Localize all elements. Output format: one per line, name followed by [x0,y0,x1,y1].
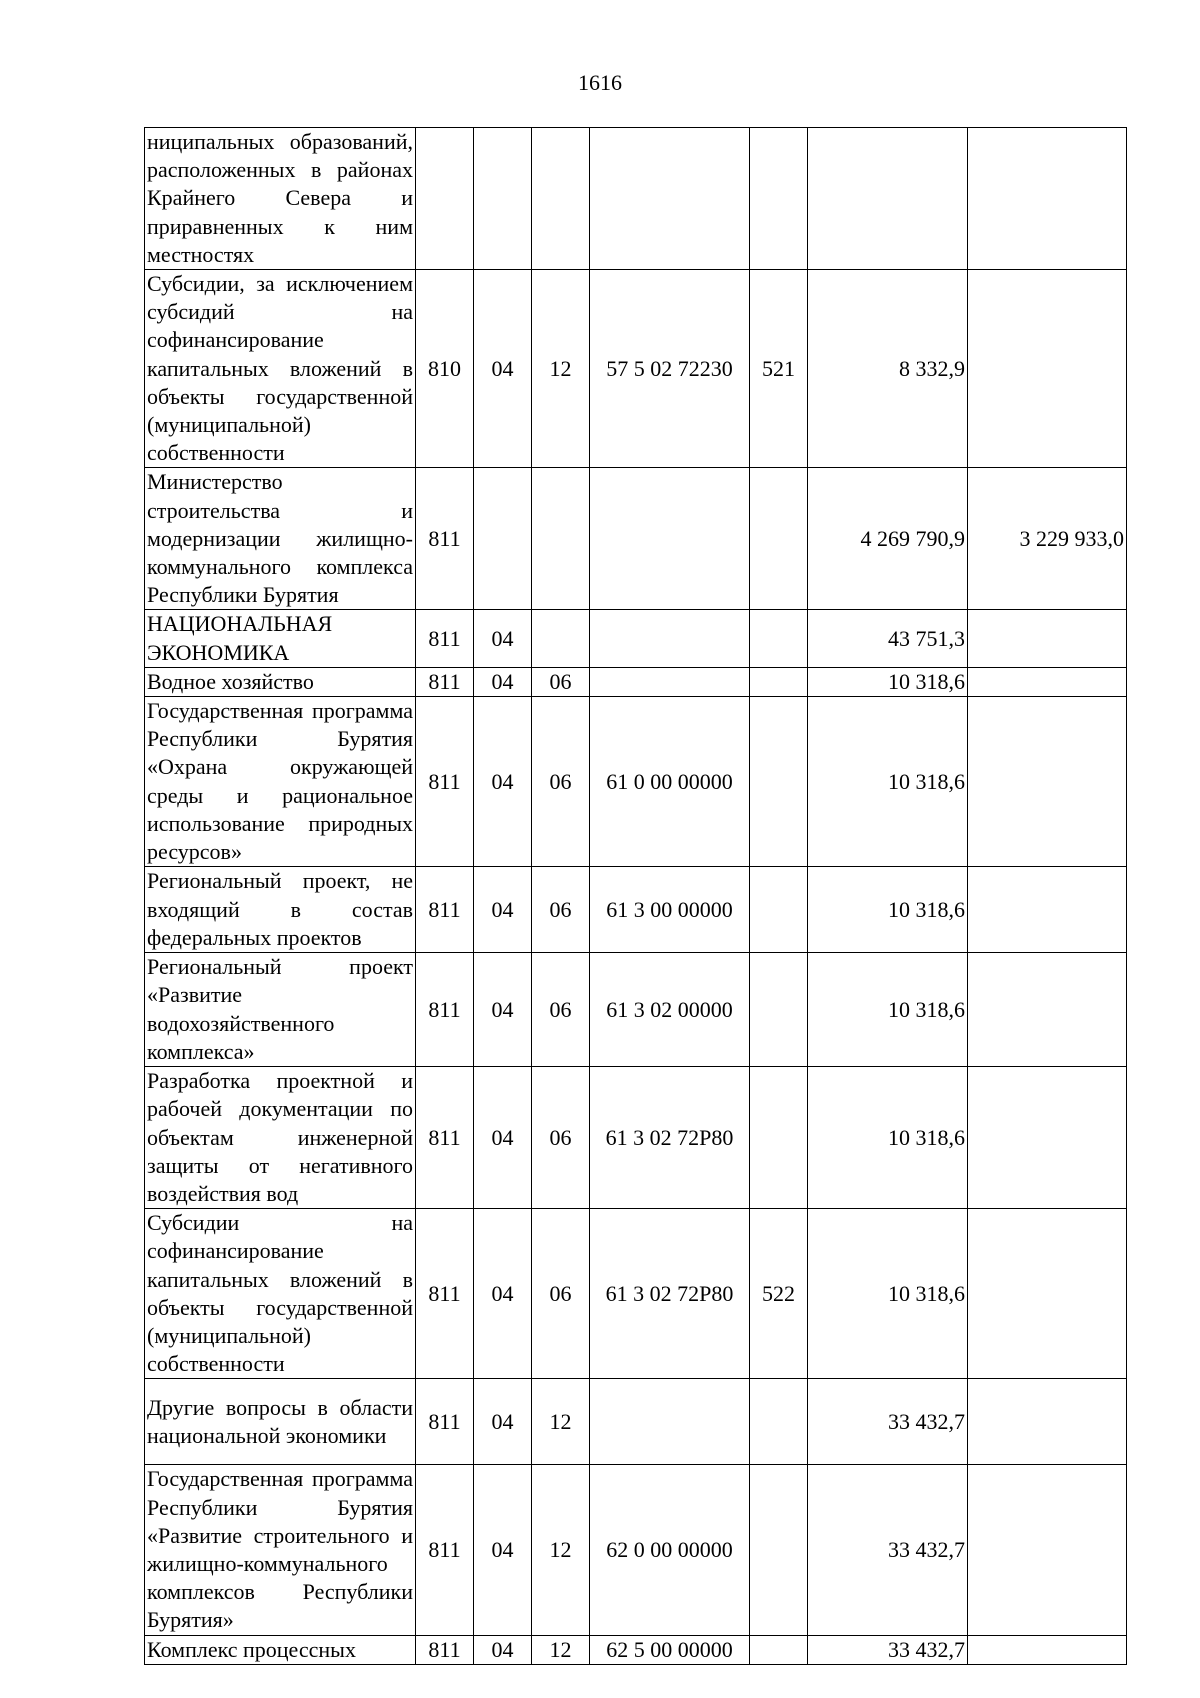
cell-subsection-code [532,468,590,610]
table-row [145,270,1127,468]
cell-name: Субсидии, за исключением субсидий на софинансирование капитальных вложений в объекты государственной (муниципальной) собственности [145,270,416,468]
page-number: 1616 [578,70,622,95]
table-row [145,953,1127,1067]
cell-name: Региональный проект, не входящий в состав федеральных проектов [145,867,416,953]
cell-section-code: 04 [474,610,532,667]
cell-name: ниципальных образований, расположенных в районах Крайнего Севера и приравненных к ним местностях [145,128,416,270]
cell-amount-2 [968,1067,1127,1209]
cell-amount-1: 10 318,6 [808,953,968,1067]
cell-amount-2 [968,697,1127,867]
cell-section-code: 04 [474,667,532,696]
cell-subsection-code: 06 [532,867,590,953]
table-row [145,697,1127,867]
cell-name: Государственная программа Республики Бурятия «Охрана окружающей среды и рациональное использование природных ресурсов» [145,697,416,867]
cell-amount-2 [968,128,1127,270]
cell-amount-1: 8 332,9 [808,270,968,468]
cell-section-code: 04 [474,697,532,867]
cell-target-article [590,1379,750,1465]
cell-department-code: 811 [416,667,474,696]
cell-target-article [590,667,750,696]
cell-name: Министерство строительства и модернизации жилищно-коммунального комплекса Республики Бурятия [145,468,416,610]
table-row [145,1209,1127,1379]
cell-amount-1: 33 432,7 [808,1465,968,1635]
cell-target-article: 62 0 00 00000 [590,1465,750,1635]
cell-subsection-code: 06 [532,1209,590,1379]
cell-subsection-code: 12 [532,1465,590,1635]
cell-expense-type [750,1465,808,1635]
budget-table [144,127,1127,1665]
cell-department-code: 810 [416,270,474,468]
cell-subsection-code: 06 [532,697,590,867]
table-row [145,1635,1127,1664]
cell-subsection-code: 06 [532,1067,590,1209]
cell-department-code: 811 [416,697,474,867]
table-row [145,867,1127,953]
cell-target-article: 61 3 02 00000 [590,953,750,1067]
cell-subsection-code: 12 [532,1635,590,1664]
cell-section-code [474,128,532,270]
cell-section-code: 04 [474,867,532,953]
table-row [145,1379,1127,1465]
cell-amount-1: 33 432,7 [808,1635,968,1664]
cell-amount-2 [968,1209,1127,1379]
table-body [145,128,1127,1665]
cell-amount-2 [968,667,1127,696]
cell-expense-type [750,867,808,953]
cell-subsection-code: 12 [532,1379,590,1465]
cell-subsection-code [532,128,590,270]
cell-section-code: 04 [474,270,532,468]
cell-name: Другие вопросы в области национальной экономики [145,1379,416,1465]
cell-target-article: 61 0 00 00000 [590,697,750,867]
cell-department-code [416,128,474,270]
cell-department-code: 811 [416,1465,474,1635]
cell-department-code: 811 [416,610,474,667]
cell-expense-type [750,610,808,667]
cell-department-code: 811 [416,1379,474,1465]
cell-subsection-code: 12 [532,270,590,468]
cell-amount-2 [968,867,1127,953]
cell-amount-2 [968,1465,1127,1635]
cell-amount-1: 10 318,6 [808,697,968,867]
cell-amount-2 [968,1379,1127,1465]
cell-target-article: 57 5 02 72230 [590,270,750,468]
cell-expense-type: 522 [750,1209,808,1379]
cell-name: НАЦИОНАЛЬНАЯ ЭКОНОМИКА [145,610,416,667]
cell-expense-type [750,128,808,270]
cell-expense-type [750,1379,808,1465]
cell-expense-type [750,1067,808,1209]
cell-section-code: 04 [474,1067,532,1209]
cell-amount-2 [968,953,1127,1067]
cell-department-code: 811 [416,953,474,1067]
cell-department-code: 811 [416,1209,474,1379]
cell-expense-type: 521 [750,270,808,468]
cell-name: Субсидии на софинансирование капитальных вложений в объекты государственной (муниципальной) собственности [145,1209,416,1379]
cell-department-code: 811 [416,468,474,610]
cell-amount-1: 10 318,6 [808,667,968,696]
cell-target-article [590,128,750,270]
cell-amount-2: 3 229 933,0 [968,468,1127,610]
cell-name: Комплекс процессных [145,1635,416,1664]
cell-department-code: 811 [416,867,474,953]
cell-amount-1: 4 269 790,9 [808,468,968,610]
cell-name: Разработка проектной и рабочей документации по объектам инженерной защиты от негативного воздействия вод [145,1067,416,1209]
cell-amount-1: 10 318,6 [808,1209,968,1379]
cell-section-code: 04 [474,1209,532,1379]
cell-name: Региональный проект «Развитие водохозяйственного комплекса» [145,953,416,1067]
cell-department-code: 811 [416,1635,474,1664]
cell-expense-type [750,468,808,610]
table-row [145,468,1127,610]
table-row [145,1465,1127,1635]
cell-subsection-code: 06 [532,667,590,696]
table-row [145,667,1127,696]
cell-subsection-code: 06 [532,953,590,1067]
table-row [145,128,1127,270]
cell-amount-1: 10 318,6 [808,1067,968,1209]
cell-expense-type [750,1635,808,1664]
cell-target-article: 61 3 00 00000 [590,867,750,953]
cell-target-article [590,468,750,610]
cell-amount-1 [808,128,968,270]
table-row [145,610,1127,667]
cell-section-code [474,468,532,610]
cell-section-code: 04 [474,1465,532,1635]
cell-amount-1: 33 432,7 [808,1379,968,1465]
cell-amount-2 [968,1635,1127,1664]
cell-target-article: 61 3 02 72Р80 [590,1209,750,1379]
cell-subsection-code [532,610,590,667]
cell-target-article: 61 3 02 72Р80 [590,1067,750,1209]
cell-name: Водное хозяйство [145,667,416,696]
cell-amount-2 [968,270,1127,468]
cell-section-code: 04 [474,1635,532,1664]
cell-expense-type [750,667,808,696]
cell-department-code: 811 [416,1067,474,1209]
cell-section-code: 04 [474,1379,532,1465]
cell-expense-type [750,697,808,867]
cell-amount-2 [968,610,1127,667]
cell-expense-type [750,953,808,1067]
cell-amount-1: 10 318,6 [808,867,968,953]
table-row [145,1067,1127,1209]
cell-amount-1: 43 751,3 [808,610,968,667]
cell-section-code: 04 [474,953,532,1067]
cell-target-article [590,610,750,667]
cell-name: Государственная программа Республики Бурятия «Развитие строительного и жилищно-коммунального комплексов Республики Бурятия» [145,1465,416,1635]
cell-target-article: 62 5 00 00000 [590,1635,750,1664]
